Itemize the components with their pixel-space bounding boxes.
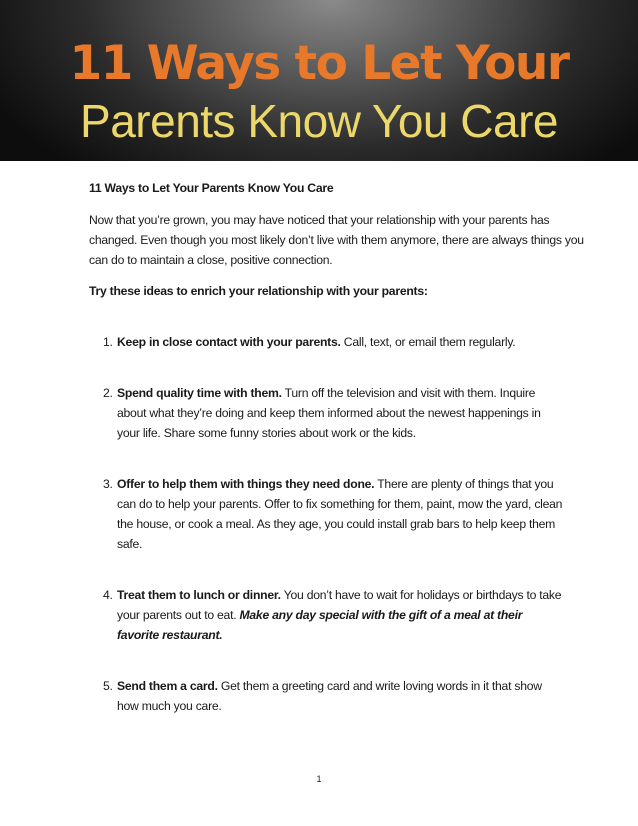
page-number: 1 — [316, 774, 322, 784]
list-item — [89, 676, 565, 716]
list-item-title: Send them a card. — [117, 679, 218, 693]
list-item-number: 3. — [103, 477, 113, 491]
list-item-text: Call, text, or email them regularly. — [340, 335, 516, 349]
list-item-number: 1. — [103, 335, 113, 349]
list-lead-in: Try these ideas to enrich your relationship with your parents: — [89, 284, 428, 298]
list-item-number: 5. — [103, 679, 113, 693]
list-item-text: You don’t have to wait for holidays or birthdays to take your parents out to eat. — [117, 588, 562, 622]
list-item-title: Offer to help them with things they need done. — [117, 477, 375, 491]
document-heading: 11 Ways to Let Your Parents Know You Care — [89, 181, 334, 195]
document-body — [89, 178, 589, 716]
list-item — [89, 332, 565, 352]
title-banner — [0, 0, 638, 161]
list-item-title: Treat them to lunch or dinner. — [117, 588, 281, 602]
list-item-text: Turn off the television and visit with them. Inquire about what they’re doing and keep them informed about the newest happenings in your life. Share some funny stories about work or the kids. — [117, 386, 541, 440]
list-item-text: Get them a greeting card and write loving words in it that show how much you care. — [117, 679, 542, 713]
list-item-number: 2. — [103, 386, 113, 400]
list-item — [89, 474, 565, 554]
list-item — [89, 585, 565, 645]
tips-list — [89, 332, 589, 716]
list-item-number: 4. — [103, 588, 113, 602]
list-item — [89, 383, 565, 443]
banner-title-line-1: 11 Ways to Let Your — [69, 36, 569, 91]
list-item-title: Keep in close contact with your parents. — [117, 335, 341, 349]
intro-paragraph: Now that you’re grown, you may have noticed that your relationship with your parents has changed. Even though you most likely don’t live with them anymore, there are always things you can do to maintain a close, positive connection. — [89, 213, 584, 267]
banner-title-line-2: Parents Know You Care — [80, 95, 558, 147]
list-item-emphasis: Make any day special with the gift of a meal at their favorite restaurant. — [117, 608, 523, 642]
list-item-text: There are plenty of things that you can do to help your parents. Offer to fix something for them, paint, mow the yard, clean the house, or cook a meal. As they age, you could install grab bars to help keep them safe. — [117, 477, 563, 551]
list-item-title: Spend quality time with them. — [117, 386, 282, 400]
